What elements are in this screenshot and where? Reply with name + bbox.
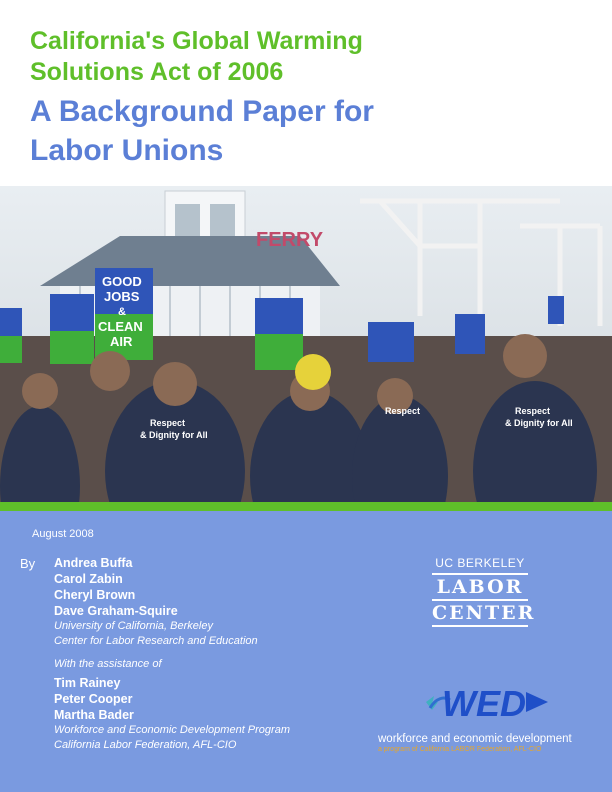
publication-date: August 2008: [32, 528, 94, 540]
svg-text:Respect: Respect: [150, 418, 186, 428]
assistance-label: With the assistance of: [54, 658, 162, 670]
labor-center-logo-mid: LABOR: [432, 575, 528, 601]
labor-center-logo-top: UC BERKELEY: [432, 556, 528, 575]
wed-tagline: a program of California LABOR Federation, AFL-CIO: [378, 746, 542, 753]
assistant-name: Peter Cooper: [54, 692, 133, 706]
svg-text:JOBS: JOBS: [104, 289, 140, 304]
svg-text:AIR: AIR: [110, 334, 133, 349]
assistant-name: Martha Bader: [54, 708, 134, 722]
svg-text:&: &: [118, 306, 126, 318]
author-name: Cheryl Brown: [54, 588, 136, 602]
svg-text:CLEAN: CLEAN: [98, 319, 143, 334]
svg-text:Respect: Respect: [385, 406, 421, 416]
wed-mark-icon: [378, 678, 608, 726]
protest-sign-left: [95, 268, 153, 360]
report-title-line2: Solutions Act of 2006: [30, 58, 284, 86]
author-name: Carol Zabin: [54, 572, 123, 586]
rally-photo: [0, 186, 612, 502]
wed-name: workforce and economic development: [378, 733, 572, 745]
svg-text:GOOD: GOOD: [102, 274, 142, 289]
ferry-sign: FERRY: [256, 229, 324, 251]
by-label: By: [20, 556, 36, 571]
program-line: California Labor Federation, AFL-CIO: [54, 739, 237, 751]
report-title-line1: California's Global Warming: [30, 27, 363, 55]
yellow-cap: [295, 354, 331, 390]
protest-sign-left2: [50, 294, 94, 364]
labor-center-logo: [432, 556, 536, 627]
rally-photo-illustration: [0, 186, 612, 502]
protest-sign-edge: [0, 308, 22, 363]
protest-sign-center: [255, 298, 303, 370]
program-line: Workforce and Economic Development Program: [54, 724, 290, 736]
wed-mark-text: WED: [442, 683, 526, 724]
svg-text:& Dignity for All: & Dignity for All: [505, 418, 573, 428]
green-divider: [0, 502, 612, 511]
assistant-name: Tim Rainey: [54, 676, 121, 690]
author-name: Andrea Buffa: [54, 556, 133, 570]
svg-text:Respect: Respect: [515, 406, 551, 416]
affiliation-line: University of California, Berkeley: [54, 620, 213, 632]
report-subtitle-line1: A Background Paper for: [30, 95, 374, 128]
labor-center-logo-bot: CENTER: [432, 601, 528, 627]
wed-logo: [378, 678, 608, 753]
author-name: Dave Graham-Squire: [54, 604, 178, 618]
svg-text:& Dignity for All: & Dignity for All: [140, 430, 208, 440]
report-subtitle-line2: Labor Unions: [30, 134, 224, 167]
title-block: [30, 26, 590, 170]
credits: [54, 555, 354, 753]
affiliation-line: Center for Labor Research and Education: [54, 635, 258, 647]
